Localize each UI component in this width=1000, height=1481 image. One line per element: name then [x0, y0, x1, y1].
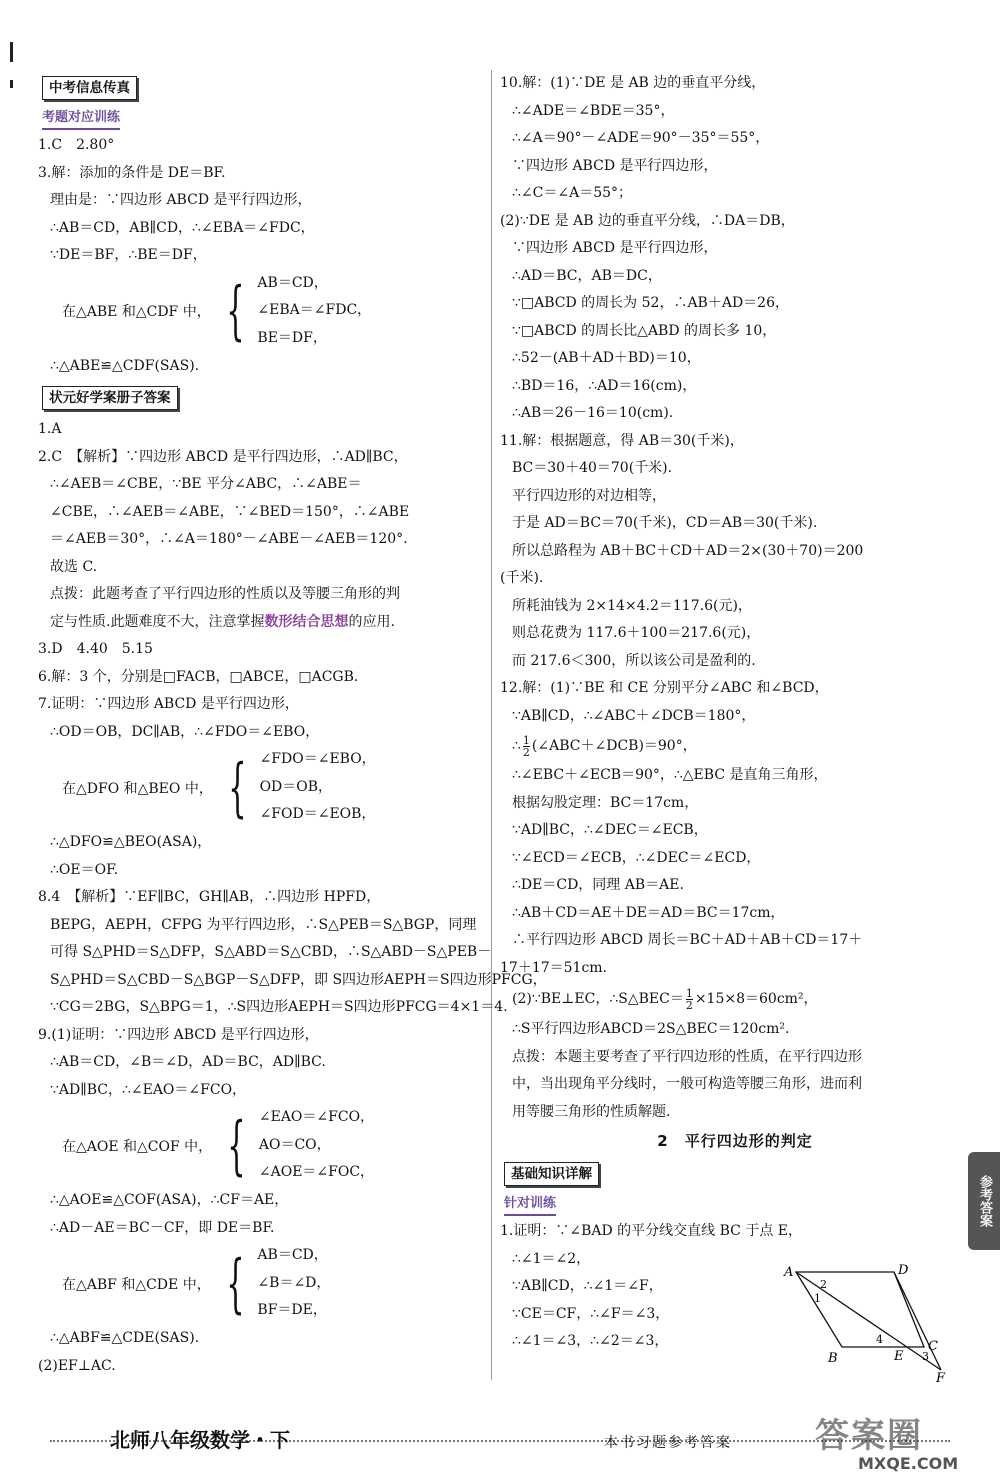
label-angle-4: 4: [876, 1333, 883, 1346]
system-items: [260, 746, 376, 829]
answer-line: 用等腰三角形的性质解题.: [512, 1103, 671, 1120]
answer-line: 12.解：(1)∵BE 和 CE 分别平分∠ABC 和∠BCD，: [500, 680, 829, 696]
text: (2)∵BE⊥EC，∴S△BEC＝: [512, 991, 684, 1007]
answer-line: 9.(1)证明：∵四边形 ABCD 是平行四边形，: [38, 1026, 319, 1043]
answer-block: [500, 1016, 970, 1126]
denominator: 2: [685, 998, 693, 1012]
equation-system: [38, 1104, 488, 1187]
brace-icon: {: [228, 750, 247, 825]
denominator: 2: [522, 745, 530, 759]
answer-line: 根据勾股定理：BC＝17cm，: [512, 794, 699, 811]
answer-block: [38, 1187, 488, 1242]
label-c: C: [928, 1339, 938, 1354]
book-title: 北师八年级数学・下: [110, 1428, 290, 1452]
answer-line: ∴AB＋CD＝AE＋DE＝AD＝BC＝17cm，: [512, 904, 785, 921]
equation-system: [38, 746, 488, 829]
answer-line: ∵DE＝BF，∴BE＝DF，: [50, 247, 207, 263]
fraction: [523, 735, 530, 758]
system-item: AO＝CO，: [258, 1136, 331, 1153]
answer-line: 1.A: [38, 421, 62, 437]
answer-line: ∵CE＝CF，∴∠F＝∠3，: [512, 1305, 670, 1322]
answer-line: ∴AD－AE＝BC－CF，即 DE＝BF.: [50, 1219, 275, 1236]
answer-line: (2)EF⊥AC.: [38, 1357, 116, 1374]
answer-block: [38, 829, 547, 1104]
answer-line: 8.4 【解析】∵EF∥BC，GH∥AB，∴四边形 HPFD，: [38, 889, 381, 905]
answer-line: 1.证明：∵∠BAD 的平分线交直线 BC 于点 E，: [500, 1223, 802, 1239]
answer-line: ∴∠EBC＋∠ECB＝90°，∴△EBC 是直角三角形，: [512, 767, 828, 783]
answer-line: ∴AB＝CD，∠B＝∠D，AD＝BC，AD∥BC.: [50, 1054, 326, 1070]
system-item: ∠EBA＝∠FDC，: [257, 302, 372, 319]
text: ×15×8＝60cm²，: [694, 991, 818, 1007]
sub-heading: 针对训练: [504, 1194, 556, 1216]
system-item: ∠EAO＝∠FCO，: [258, 1109, 375, 1126]
margin-mark: [10, 42, 13, 62]
answer-block: [38, 416, 488, 609]
parallelogram-figure: [776, 1262, 956, 1382]
answer-line: 7.证明：∵四边形 ABCD 是平行四边形，: [38, 696, 299, 712]
equation-system: [38, 270, 488, 353]
answer-line: ∵四边形 ABCD 是平行四边形，: [512, 240, 718, 256]
answer-line: 而 217.6＜300，所以该公司是盈利的.: [512, 652, 756, 669]
highlight-text: 数形结合思想: [264, 613, 349, 630]
answer-line: 故选 C.: [50, 558, 98, 575]
system-prefix: 在△ABF 和△CDE 中，: [62, 1276, 211, 1293]
system-items: [259, 1104, 374, 1187]
answer-line: [500, 730, 970, 762]
answer-line: ∴OD＝OB，DC∥AB，∴∠FDO＝∠EBO，: [50, 723, 320, 740]
answer-line: 中，当出现角平分线时，一般可构造等腰三角形，进而利: [512, 1076, 862, 1092]
answer-line: 1.C 2.80°: [38, 137, 115, 153]
answer-line: 11.解：根据题意，得 AB＝30(千米)，: [500, 432, 744, 449]
answer-line: 10.解：(1)∵DE 是 AB 边的垂直平分线，: [500, 75, 766, 91]
system-item: OD＝OB，: [259, 778, 333, 795]
answer-block: [38, 636, 488, 746]
brace-icon: {: [225, 1246, 245, 1321]
answer-line: ∴△AOE≌△COF(ASA)，∴CF＝AE，: [50, 1192, 289, 1208]
answer-line: ＝∠AEB＝30°，∴∠A＝180°－∠ABE－∠AEB＝120°.: [50, 531, 408, 547]
footer-caption: 本书习题参考答案: [604, 1435, 732, 1451]
text: 定与性质.此题难度不大，注意掌握: [50, 613, 265, 630]
watermark-url: MXQE.COM: [858, 1454, 959, 1473]
system-item: AB＝CD，: [257, 1247, 328, 1264]
answer-line: ∴∠ADE＝∠BDE＝35°，: [512, 102, 675, 119]
answer-line: [500, 982, 970, 1016]
answer-line: 所耗油钱为 2×14×4.2＝117.6(元)，: [512, 597, 752, 614]
label-angle-1: 1: [814, 1292, 821, 1305]
answer-line: ∵AD∥BC，∴∠DEC＝∠ECB，: [512, 822, 708, 838]
label-f: F: [936, 1371, 946, 1382]
answer-line: ∴∠1＝∠2，: [512, 1250, 591, 1267]
answer-line: ∴S平行四边形ABCD＝2S△BEC＝120cm².: [512, 1021, 790, 1037]
system-item: BE＝DF，: [257, 329, 327, 346]
answer-line: ∴∠A＝90°－∠ADE＝90°－35°＝55°，: [512, 130, 770, 146]
answer-line: ∵□ABCD 的周长比△ABD 的周长多 10，: [512, 322, 777, 339]
answer-tab: 参考答案: [968, 1152, 1000, 1250]
answer-line: [38, 609, 488, 637]
section-heading: 中考信息传真: [42, 76, 137, 100]
margin-mark: [10, 80, 13, 88]
answer-line: ∴BD＝16，∴AD＝16(cm)，: [512, 377, 697, 394]
answer-block: [38, 132, 488, 270]
answer-block: [500, 70, 970, 730]
answer-line: ∵四边形 ABCD 是平行四边形，: [512, 157, 718, 174]
fraction: [686, 988, 693, 1011]
numerator: 1: [685, 986, 693, 1000]
answer-line: ∵□ABCD 的周长为 52，∴AB＋AD＝26，: [512, 295, 789, 311]
answer-line: BC＝30＋40＝70(千米).: [512, 460, 673, 476]
brace-icon: {: [227, 1108, 246, 1183]
answer-block: [38, 353, 488, 381]
answer-line: ∵AD∥BC，∴∠EAO＝∠FCO，: [50, 1081, 247, 1098]
answer-line: ∠CBE，∴∠AEB＝∠ABE，∵∠BED＝150°，∴∠ABE: [50, 503, 410, 520]
answer-line: 于是 AD＝BC＝70(千米)，CD＝AB＝30(千米).: [512, 515, 818, 531]
system-item: ∠B＝∠D，: [257, 1274, 331, 1291]
answer-line: ∵AB∥CD，∴∠ABC＋∠DCB＝180°，: [512, 707, 756, 724]
label-angle-3: 3: [922, 1350, 929, 1363]
answer-line: ∴OE＝OF.: [50, 861, 119, 878]
answer-line: ∴52－(AB＋AD＋BD)＝10，: [512, 350, 701, 366]
answer-line: 理由是：∵四边形 ABCD 是平行四边形，: [50, 192, 312, 208]
right-column: [500, 70, 970, 1356]
answer-line: 6.解：3 个，分别是□FACB，□ABCE，□ACGB.: [38, 668, 359, 685]
answer-block: [500, 762, 970, 982]
answer-line: 17＋17＝51cm.: [500, 959, 608, 976]
answer-line: ∵CG＝2BG，S△BPG＝1，∴S四边形AEPH＝S四边形PFCG＝4×1＝4.: [50, 999, 508, 1015]
answer-line: ∴∠AEB＝∠CBE，∵BE 平分∠ABC，∴∠ABE＝: [50, 476, 362, 492]
answer-line: 2.C 【解析】∵四边形 ABCD 是平行四边形，∴AD∥BC，: [38, 448, 408, 465]
answer-line: 点拨：此题考查了平行四边形的性质以及等腰三角形的判: [50, 586, 400, 602]
section-heading: 基础知识详解: [504, 1162, 599, 1186]
answer-line: ∴△DFO≌△BEO(ASA)，: [50, 834, 212, 850]
parallelogram-shape: [796, 1272, 924, 1347]
numerator: 1: [522, 733, 530, 747]
text: 的应用.: [348, 613, 395, 630]
answer-line: (千米).: [500, 570, 544, 586]
text: (∠ABC＋∠DCB)＝90°，: [531, 738, 697, 754]
label-angle-2: 2: [820, 1278, 827, 1291]
answer-line: ∴AB＝26－16＝10(cm).: [512, 405, 674, 421]
answer-line: ∴∠C＝∠A＝55°；: [512, 185, 633, 201]
answer-line: BEPG，AEPH，CFPG 为平行四边形，∴S△PEB＝S△BGP，同理: [50, 916, 477, 933]
answer-line: 3.解：添加的条件是 DE＝BF.: [38, 164, 226, 181]
label-b: B: [828, 1351, 838, 1366]
answer-line: 所以总路程为 AB＋BC＋CD＋AD＝2×(30＋70)＝200: [512, 542, 864, 559]
label-e: E: [894, 1349, 904, 1364]
answer-block: [38, 1325, 488, 1380]
answer-line: 平行四边形的对边相等，: [512, 487, 666, 504]
answer-line: ∵AB∥CD，∴∠1＝∠F，: [512, 1278, 663, 1294]
system-item: AB＝CD，: [257, 274, 328, 291]
brace-icon: {: [225, 274, 245, 348]
answer-line: 则总花费为 117.6＋100＝217.6(元)，: [512, 625, 761, 641]
system-item: BF＝DE，: [257, 1302, 327, 1319]
answer-line: 可得 S△PHD＝S△DFP，S△ABD＝S△CBD，∴S△ABD－S△PEB－: [50, 944, 492, 960]
answer-line: ∴DE＝CD，同理 AB＝AE.: [512, 877, 684, 893]
system-item: ∠FOD＝∠EOB，: [259, 806, 376, 823]
system-items: [257, 1242, 330, 1325]
column-divider: [491, 70, 492, 1380]
answer-line: ∴△ABF≌△CDE(SAS).: [50, 1330, 200, 1346]
text: ∴: [512, 738, 521, 754]
answer-line: 3.D 4.40 5.15: [38, 641, 153, 657]
answer-line: ∴△ABE≌△CDF(SAS).: [50, 357, 200, 374]
system-item: ∠AOE＝∠FOC，: [258, 1164, 375, 1181]
system-item: ∠FDO＝∠EBO，: [259, 751, 376, 768]
answer-line: 点拨：本题主要考查了平行四边形的性质，在平行四边形: [512, 1048, 862, 1065]
answer-line: ∴AD＝BC，AB＝DC，: [512, 267, 662, 284]
answer-line: ∴∠1＝∠3，∴∠2＝∠3，: [512, 1333, 669, 1349]
answer-line: ∴AB＝CD，AB∥CD，∴∠EBA＝∠FDC，: [50, 219, 315, 236]
bisector-line: [796, 1272, 941, 1370]
label-d: D: [898, 1263, 909, 1278]
answer-line: (2)∵DE 是 AB 边的垂直平分线，∴DA＝DB，: [500, 212, 795, 229]
section-heading: 状元好学案册子答案: [42, 386, 178, 410]
system-prefix: 在△ABE 和△CDF 中，: [62, 304, 211, 320]
label-a: A: [784, 1265, 794, 1280]
answer-line: ∴平行四边形 ABCD 周长＝BC＋AD＋AB＋CD＝17＋: [512, 932, 863, 948]
equation-system: [38, 1242, 488, 1325]
system-prefix: 在△AOE 和△COF 中，: [62, 1138, 213, 1155]
watermark-logo: 答案圈: [815, 1416, 923, 1456]
system-prefix: 在△DFO 和△BEO 中，: [62, 780, 213, 797]
answer-line: ∵∠ECD＝∠ECB，∴∠DEC＝∠ECD，: [512, 849, 761, 866]
section-title: 2 平行四边形的判定: [657, 1132, 813, 1150]
system-items: [257, 270, 371, 353]
sub-heading: 考题对应训练: [42, 108, 120, 130]
answer-line: S△PHD＝S△CBD－S△BGP－S△DFP，即 S四边形AEPH＝S四边形PFCG，: [50, 971, 547, 988]
